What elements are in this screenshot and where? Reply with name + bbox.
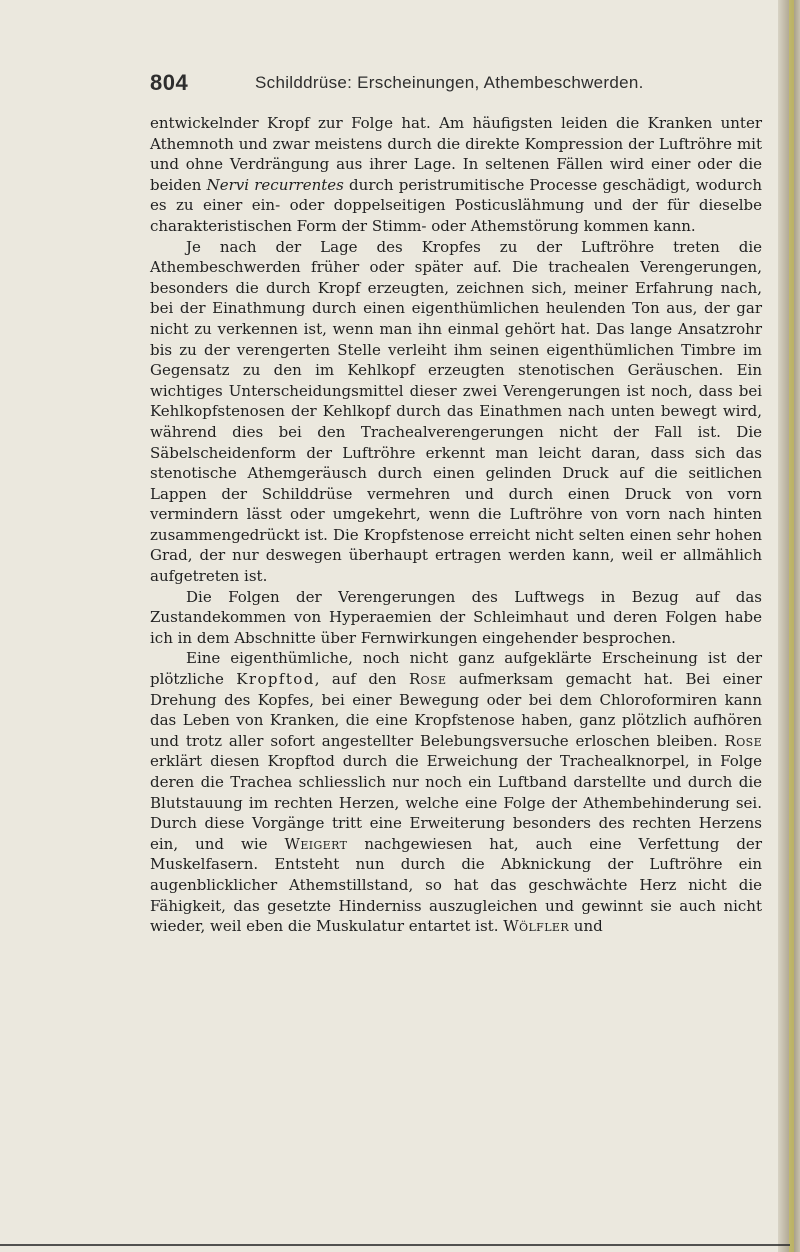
paragraph-4-text: Eine eigenthümliche, noch nicht ganz aufgeklärte Erscheinung ist der plötzliche xyxy=(150,649,762,689)
paragraph-1-text-cont: durch peristrumitische Processe geschädigt, wodurch es zu einer ein- oder doppelseitigen Posticuslähmung und der für dieselbe charakteristischen Form der Stimm- oder Athemstörung kommen kann. xyxy=(150,175,762,235)
paragraph-4-text-cont: erklärt diesen Kropftod durch die Erweichung der Trachealknorpel, in Folge deren die Trachea schliesslich nur noch ein Luftband darstellte und durch die Blutstauung im rechten Herzen, welche eine Folge der Athembehinderung sei. Durch diese Vorgänge tritt eine Erweiterung besonders des rechten Herzens ein, und wie xyxy=(150,752,762,853)
page-edge-stripe xyxy=(789,0,794,1252)
paragraph-3: Die Folgen der Verengerungen des Luftwegs in Bezug auf das Zustandekommen von Hyperaemien der Schleimhaut und deren Folgen habe ich in dem Abschnitte über Fernwirkungen eingehender besprochen. xyxy=(150,587,762,647)
page-number: 804 xyxy=(150,70,189,95)
paragraph-1-text: entwickelnder Kropf zur Folge hat. Am häufigsten leiden die Kranken unter Athemnoth und zwar meistens durch die direkte Kompression der Luftröhre mit und ohne Verdrängung aus ihrer Lage. In seltenen Fällen wird einer oder die beiden xyxy=(150,114,762,194)
body-text xyxy=(150,113,762,937)
paragraph-4-text-cont: nachgewiesen hat, auch eine Verfettung der Muskelfasern. Entsteht nun durch die Abknickung der Luftröhre ein augenblicklicher Athemstillstand, so hat das geschwächte Herz nicht die Fähigkeit, das gesetzte Hinderniss auszugleichen und gewinnt sie auch nicht wieder, weil eben die Muskulatur entartet ist. xyxy=(150,834,762,936)
paragraph-4-text-cont: und xyxy=(569,917,603,936)
paragraph-4-emphasis-term: Kropftod xyxy=(236,670,315,689)
paragraph-1 xyxy=(150,113,762,237)
paragraph-4-text-cont: aufmerksam gemacht hat. Bei einer Drehung des Kopfes, bei einer Bewegung oder bei dem Chloroformiren kann das Leben von Kranken, die eine Kropfstenose haben, ganz plötzlich aufhören und trotz aller sofort angestellter Belebungsversuche erloschen bleiben. xyxy=(150,670,763,750)
paragraph-4 xyxy=(150,648,762,936)
paragraph-1-italic-term: Nervi recurrentes xyxy=(206,175,344,194)
running-title: Schilddrüse: Erscheinungen, Athembeschwerden. xyxy=(255,73,644,92)
author-name: Weigert xyxy=(284,834,348,853)
paragraph-2: Je nach der Lage des Kropfes zu der Luftröhre treten die Athembeschwerden früher oder später auf. Die trachealen Verengerungen, besonders die durch Kropf erzeugten, zeichnen sich, meiner Erfahrung nach, bei der Einathmung durch einen eigenthümlichen heulenden Ton aus, der gar nicht zu verkennen ist, wenn man ihn einmal gehört hat. Das lange Ansatzrohr bis zu der verengerten Stelle verleiht ihm seinen eigenthümlichen Timbre im Gegensatz zu den im Kehlkopf erzeugten stenotischen Geräuschen. Ein wichtiges Unterscheidungsmittel dieser zwei Verengerungen ist noch, dass bei Kehlkopfstenosen der Kehlkopf durch das Einathmen nach unten bewegt wird, während dies bei den Trachealverengerungen nicht der Fall ist. Die Säbelscheidenform der Luftröhre erkennt man leicht daran, dass sich das stenotische Athemgeräusch durch einen gelinden Druck auf die seitlichen Lappen der Schilddrüse vermehren und durch einen Druck von vorn vermindern lässt oder umgekehrt, wenn die Luftröhre von vorn nach hinten zusammengedrückt ist. Die Kropfstenose erreicht nicht selten einen sehr hohen Grad, der nur deswegen überhaupt ertragen werden kann, weil er allmählich aufgetreten ist. xyxy=(150,237,762,586)
author-name: Rose xyxy=(724,731,762,750)
page-header xyxy=(150,70,710,98)
page-bottom-line xyxy=(0,1244,790,1246)
author-name: Rose xyxy=(408,670,447,689)
author-name: Wölfler xyxy=(503,917,570,936)
paragraph-4-text-cont: , auf den xyxy=(314,670,409,689)
